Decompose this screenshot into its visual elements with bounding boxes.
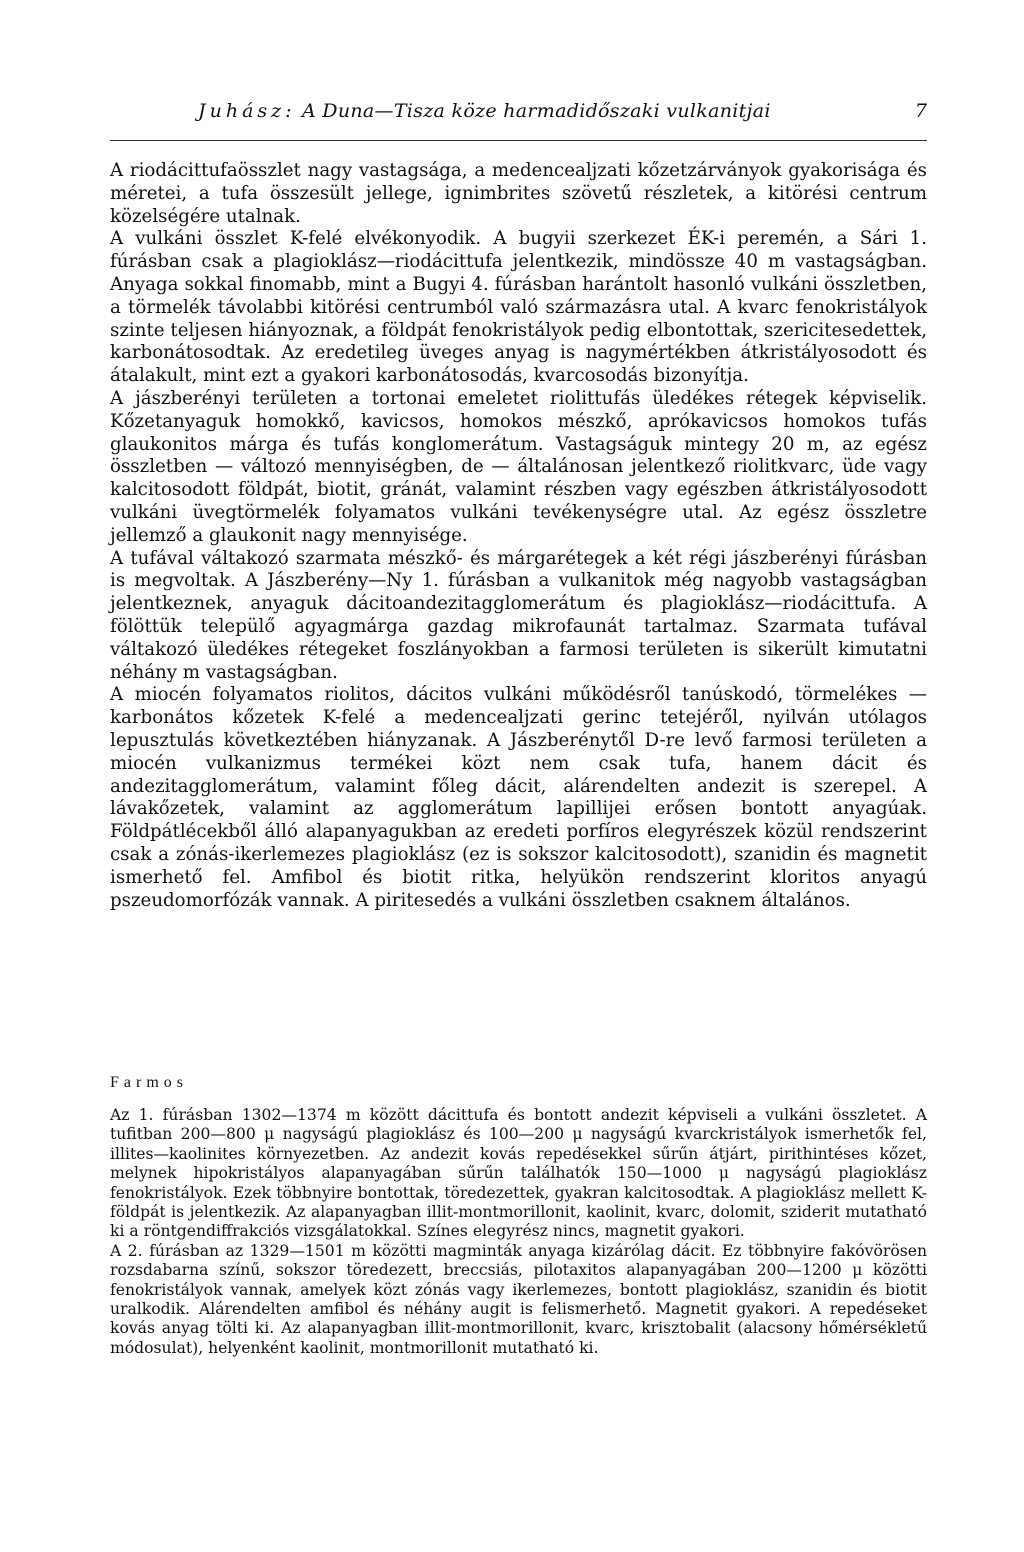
header-title-line [198, 100, 771, 122]
running-header [110, 100, 927, 141]
header-title: A Duna—Tisza köze harmadidőszaki vulkanitjai [301, 100, 771, 122]
note-paragraph: A 2. fúrásban az 1329—1501 m közötti magminták anyaga kizárólag dácit. Ez többnyire fakóvörösen rozsdabarna színű, sokszor töredezett, breccsiás, pilotaxitos alapanyagában 200—1200 μ közötti fenokristályok vannak, amelyek közt zónás vagy ikerlemezes, bontott plagioklász, szanidin és biotit uralkodik. Alárendelten amfibol és néhány augit is felismerhető. Magnetit gyakori. A repedéseket kovás anyag tölti ki. Az alapanyagban illit-montmorillonit, kvarc, krisztobalit (alacsony hőmérsékletű módosulat), helyenként kaolinit, montmorillonit mutatható ki. [110, 1241, 927, 1357]
body-paragraph: A vulkáni összlet K-felé elvékonyodik. A bugyii szerkezet ÉK-i peremén, a Sári 1. fúrásban csak a plagioklász—riodácittufa jelentkezik, mindössze 40 m vastagságban. Anyaga sokkal finomabb, mint a Bugyi 4. fúrásban harántolt hasonló vulkáni összletben, a törmelék távolabbi kitörési centrumból való származásra utal. A kvarc fenokristályok szinte teljesen hiányoznak, a földpát fenokristályok pedig elbontottak, szericitesedettek, karbonátosodtak. Az eredetileg üveges anyag is nagymértékben átkristályosodott és átalakult, mint ezt a gyakori karbonátosodás, kvarcosodás bizonyítja. [110, 228, 927, 387]
main-text [110, 160, 927, 912]
page-number: 7 [914, 100, 927, 122]
body-paragraph: A tufával váltakozó szarmata mészkő- és márgarétegek a két régi jászberényi fúrásban is megvoltak. A Jászberény—Ny 1. fúrásban a vulkanitok még nagyobb vastagságban jelentkeznek, anyaguk dácitoandezitagglomerátum és plagioklász—riodácittufa. A fölöttük települő agyagmárga gazdag mikrofaunát tartalmaz. Szarmata tufával váltakozó üledékes rétegeket foszlányokban a farmosi területen is sikerült kimutatni néhány m vastagságban. [110, 547, 927, 683]
section-subheading: Farmos [110, 1074, 188, 1091]
header-author: Juhász: [198, 100, 296, 122]
body-paragraph: A miocén folyamatos riolitos, dácitos vulkáni működésről tanúskodó, törmelékes — karbonátos kőzetek K-felé a medencealjzati gerinc tetejéről, nyilván utólagos lepusztulás következtében hiányzanak. A Jászberénytől D-re levő farmosi területen a miocén vulkanizmus termékei közt nem csak tufa, hanem dácit és andezitagglomerátum, valamint főleg dácit, alárendelten andezit is szerepel. A lávakőzetek, valamint az agglomerátum lapillijei erősen bontott anyagúak. Földpátlécekből álló alapanyagukban az eredeti porfíros elegyrészek közül rendszerint csak a zónás-ikerlemezes plagioklász (ez is sokszor kalcitosodott), szanidin és magnetit ismerhető fel. Amfibol és biotit ritka, helyükön rendszerint kloritos anyagú pszeudomorfózák vannak. A piritesedés a vulkáni összletben csaknem általános. [110, 684, 927, 911]
body-paragraph: A jászberényi területen a tortonai emeletet riolittufás üledékes rétegek képviselik. Kőzetanyaguk homokkő, kavicsos, homokos mészkő, aprókavicsos homokos tufás glaukonitos márga és tufás konglomerátum. Vastagságuk mintegy 20 m, az egész összletben — változó mennyiségben, de — általánosan jelentkező riolitkvarc, üde vagy kalcitosodott földpát, biotit, gránát, valamint részben vagy egészben átkristályosodott vulkáni üvegtörmelék folyamatos vulkáni tevékenységre utal. Az egész összletre jellemző a glaukonit nagy mennyisége. [110, 387, 927, 546]
note-paragraph: Az 1. fúrásban 1302—1374 m között dácittufa és bontott andezit képviseli a vulkáni összletet. A tufitban 200—800 μ nagyságú plagioklász és 100—200 μ nagyságú kvarckristályok ismerhetők fel, illites—kaolinites környezetben. Az andezit kovás repedésekkel sűrűn átjárt, pirithintéses kőzet, melynek hipokristályos alapanyagában sűrűn találhatók 150—1000 μ nagyságú plagioklász fenokristályok. Ezek többnyire bontottak, töredezettek, gyakran kalcitosodtak. A plagioklász mellett K-földpát is jelentkezik. Az alapanyagban illit-montmorillonit, kaolinit, kvarc, dolomit, sziderit mutatható ki a röntgendiffrakciós vizsgálatokkal. Színes elegyrész nincs, magnetit gyakori. [110, 1106, 927, 1241]
borehole-notes [110, 1106, 927, 1358]
body-paragraph: A riodácittufaösszlet nagy vastagsága, a medencealjzati kőzetzárványok gyakorisága és méretei, a tufa összesült jellege, ignimbrites szövetű részletek, a kitörési centrum közelségére utalnak. [110, 160, 927, 227]
